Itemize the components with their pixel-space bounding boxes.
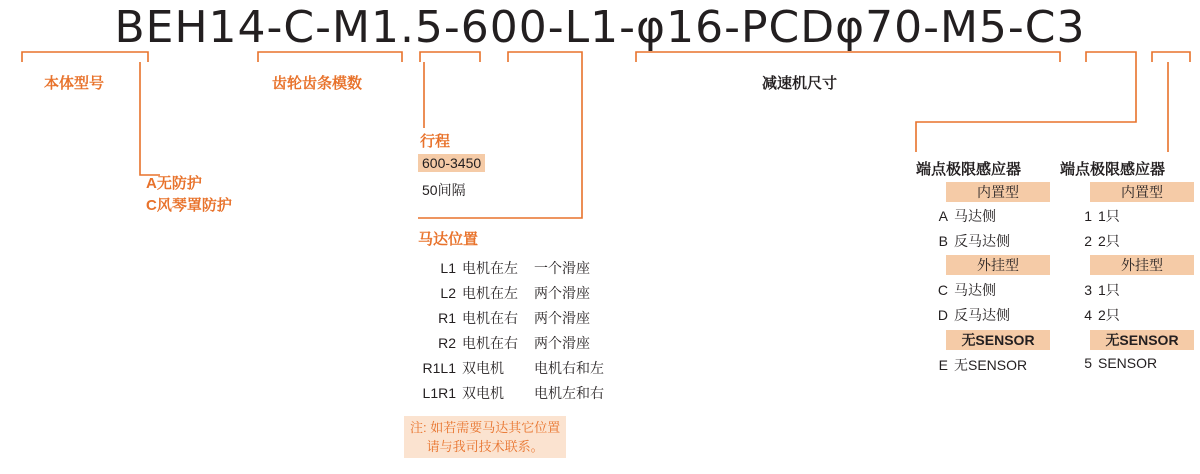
motor-row (410, 358, 604, 378)
sensor-right-row (1070, 206, 1120, 226)
stroke-range: 600-3450 (418, 154, 485, 172)
sensor-right-group3-label: 无SENSOR (1090, 330, 1194, 350)
sensor-text: 1只 (1098, 208, 1120, 224)
sensor-right-row (1070, 305, 1120, 325)
heading-motor-position: 马达位置 (418, 231, 479, 248)
motor-slide: 一个滑座 (534, 260, 590, 276)
motor-row (410, 308, 590, 328)
sensor-text: 2只 (1098, 307, 1120, 323)
sensor-left-row (926, 206, 996, 226)
sensor-code: B (938, 233, 948, 249)
heading-reducer-size: 减速机尺寸 (762, 75, 838, 92)
motor-code: R2 (438, 335, 456, 351)
motor-slide: 两个滑座 (534, 285, 590, 301)
sensor-right-row (1070, 231, 1120, 251)
sensor-code: 3 (1084, 282, 1092, 298)
sensor-left-group1-label: 内置型 (946, 182, 1050, 202)
motor-side: 电机在左 (462, 285, 518, 301)
sensor-right-row (1070, 355, 1157, 371)
sensor-left-row (926, 305, 1010, 325)
motor-note-line-2: 请与我司技术联系。 (426, 439, 544, 454)
motor-slide: 两个滑座 (534, 335, 590, 351)
motor-code: R1 (438, 310, 456, 326)
sensor-left-group3-label: 无SENSOR (946, 330, 1050, 350)
sensor-right-group2-label: 外挂型 (1090, 255, 1194, 275)
heading-endpoint-sensor-right: 端点极限感应器 (1060, 161, 1166, 178)
sensor-code: A (938, 208, 948, 224)
sensor-code: 2 (1084, 233, 1092, 249)
motor-code: L2 (440, 285, 456, 301)
motor-row (410, 258, 590, 278)
sensor-code: 1 (1084, 208, 1092, 224)
sensor-left-group2-label: 外挂型 (946, 255, 1050, 275)
sensor-text: 反马达侧 (954, 233, 1010, 249)
motor-code: R1L1 (422, 360, 456, 376)
heading-body-model: 本体型号 (44, 75, 105, 92)
sensor-text: 2只 (1098, 233, 1120, 249)
motor-slide: 两个滑座 (534, 310, 590, 326)
motor-code: L1 (440, 260, 456, 276)
sensor-code: 5 (1084, 355, 1092, 371)
motor-row (410, 333, 590, 353)
sensor-right-row (1070, 280, 1120, 300)
sensor-text: SENSOR (1098, 355, 1158, 371)
sensor-code: E (938, 357, 948, 373)
motor-side: 双电机 (462, 385, 504, 401)
motor-note-line-1: 注: 如若需要马达其它位置 (410, 420, 561, 435)
motor-row (410, 383, 604, 403)
stroke-interval: 50间隔 (422, 182, 466, 198)
motor-slide: 电机右和左 (534, 360, 604, 376)
sensor-left-row (926, 231, 1010, 251)
motor-side: 电机在右 (462, 310, 518, 326)
product-code-line: BEH14-C-M1.5-600-L1-φ16-PCDφ70-M5-C3 (114, 2, 1086, 53)
sensor-right-group1-label: 内置型 (1090, 182, 1194, 202)
motor-row (410, 283, 590, 303)
sensor-code: 4 (1084, 307, 1092, 323)
heading-gear-module: 齿轮齿条模数 (272, 75, 363, 92)
sensor-text: 反马达侧 (954, 307, 1010, 323)
sensor-text: 1只 (1098, 282, 1120, 298)
body-model-option-1: C风琴罩防护 (146, 197, 232, 214)
sensor-text: 马达侧 (954, 282, 996, 298)
motor-side: 电机在左 (462, 260, 518, 276)
sensor-code: C (937, 282, 948, 298)
motor-code: L1R1 (422, 385, 456, 401)
sensor-code: D (937, 307, 948, 323)
motor-side: 电机在右 (462, 335, 518, 351)
sensor-text: 马达侧 (954, 208, 996, 224)
body-model-option-0: A无防护 (146, 175, 202, 192)
sensor-text: 无SENSOR (954, 357, 1028, 373)
heading-stroke: 行程 (420, 133, 451, 150)
heading-endpoint-sensor-left: 端点极限感应器 (916, 161, 1022, 178)
sensor-left-row (926, 280, 996, 300)
sensor-left-row (926, 355, 1027, 375)
motor-side: 双电机 (462, 360, 504, 376)
motor-position-note (404, 416, 566, 458)
motor-slide: 电机左和右 (534, 385, 604, 401)
